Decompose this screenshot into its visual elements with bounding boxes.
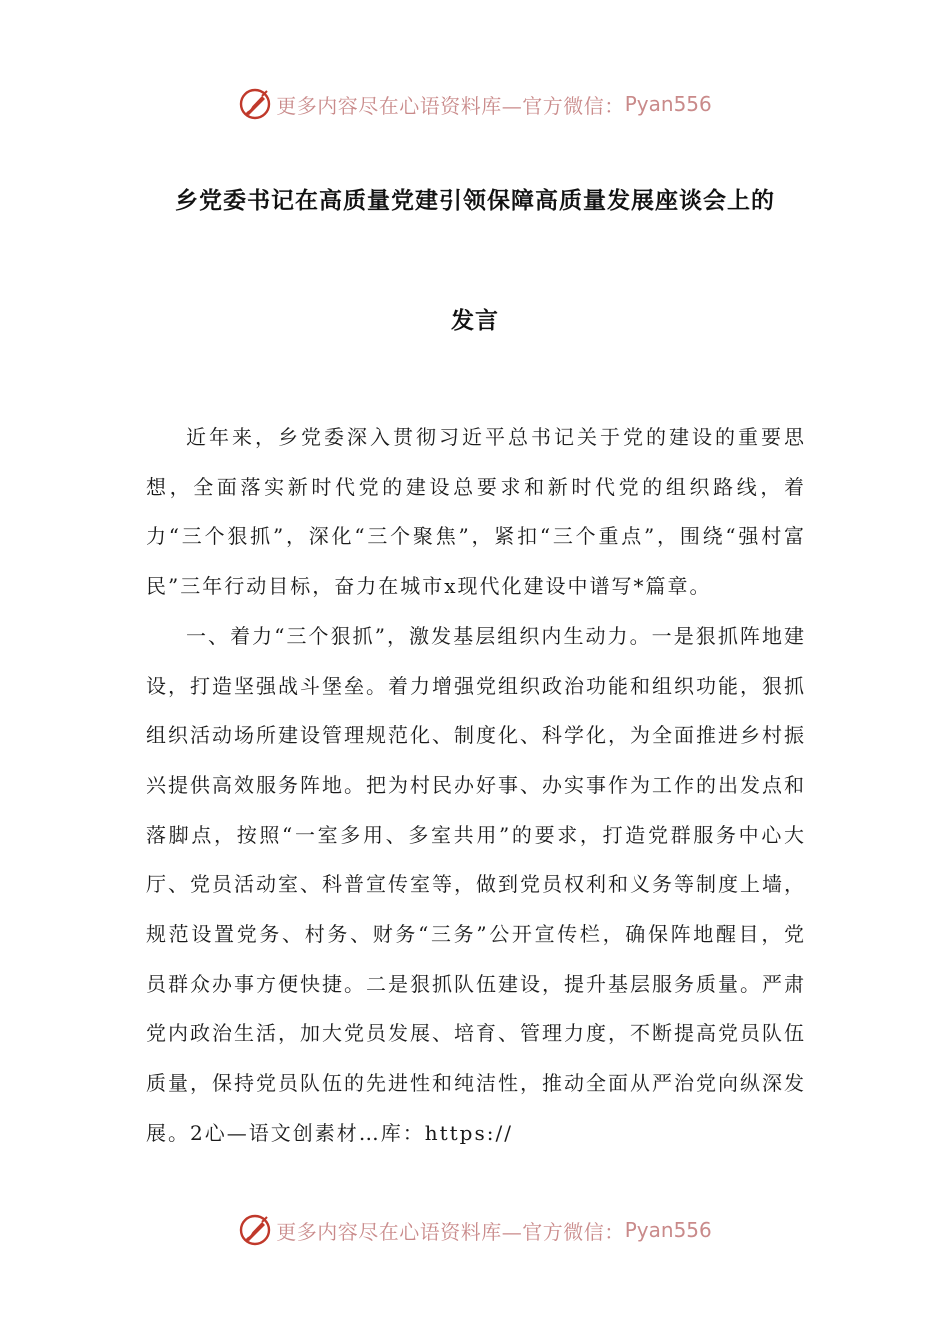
document-title-continued: 发言 [451,308,499,334]
watermark-wechat-id: Pyan556 [624,92,712,116]
quill-pen-logo-icon [238,1213,272,1247]
document-title: 乡党委书记在高质量党建引领保障高质量发展座谈会上的 [175,188,775,214]
quill-pen-logo-icon [238,87,272,121]
watermark-wechat-id: Pyan556 [624,1218,712,1242]
paragraph: 近年来，乡党委深入贯彻习近平总书记关于党的建设的重要思想，全面落实新时代党的建设总要求和新时代党的组织路线，着力“三个狠抓”，深化“三个聚焦”，紧扣“三个重点”，围绕“强村富民”三年行动目标，奋力在城市x现代化建设中谱写*篇章。 [146,425,806,599]
watermark-text: 更多内容尽在心语资料库—官方微信： [276,93,625,118]
watermark-banner-bottom [0,1210,950,1250]
paragraph: 一、着力“三个狠抓”，激发基层组织内生动力。一是狠抓阵地建设，打造坚强战斗堡垒。着力增强党组织政治功能和组织功能，狠抓组织活动场所建设管理规范化、制度化、科学化，为全面推进乡村振兴提供高效服务阵地。把为村民办好事、办实事作为工作的出发点和落脚点，按照“一室多用、多室共用”的要求，打造党群服务中心大厅、党员活动室、科普宣传室等，做到党员权利和义务等制度上墙，规范设置党务、村务、财务“三务”公开宣传栏，确保阵地醒目，党员群众办事方便快捷。二是狠抓队伍建设，提升基层服务质量。严肃党内政治生活，加大党员发展、培育、管理力度，不断提高党员队伍质量，保持党员队伍的先进性和纯洁性，推动全面从严治党向纵深发展。2心—语文创素材…库：https:// [146,623,806,1145]
watermark-banner-top [0,84,950,124]
document-body [146,413,806,1159]
watermark-text: 更多内容尽在心语资料库—官方微信： [276,1219,625,1244]
